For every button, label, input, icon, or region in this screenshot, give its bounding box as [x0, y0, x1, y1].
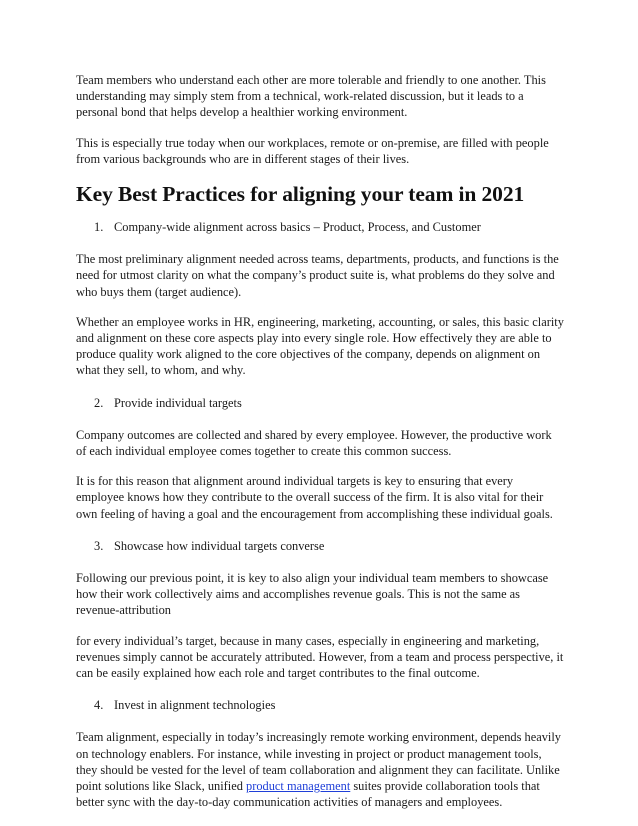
- section-1-paragraph-1: The most preliminary alignment needed across teams, departments, products, and functions is the need for utmost clarity on what the company’s product suite is, what problems do they solve and who buys them (target audience).: [76, 252, 559, 299]
- list-item-title: Company-wide alignment across basics – Product, Process, and Customer: [114, 220, 481, 235]
- section-2-paragraph-2: It is for this reason that alignment around individual targets is key to ensuring that every employee knows how they contribute to the overall success of the firm. It is also vital for their own feeling of having a goal and the encouragement from accomplishing these individual goals.: [76, 474, 553, 521]
- list-item-title: Invest in alignment technologies: [114, 698, 276, 713]
- intro-paragraph-1: Team members who understand each other are more tolerable and friendly to one another. This understanding may simply stem from a technical, work-related discussion, but it leads to a personal bond that helps develop a healthier working environment.: [76, 73, 546, 120]
- list-number: 1.: [94, 220, 104, 235]
- paragraph-text-after-link: suites provide collaboration tools that better sync with the day-to-day communication activities of managers and employees.: [76, 779, 540, 810]
- list-item-2: [76, 395, 564, 411]
- list-number: 3.: [94, 538, 104, 553]
- document-page: [76, 72, 564, 811]
- list-number: 2.: [94, 395, 104, 410]
- list-number: 4.: [94, 698, 104, 713]
- section-3-paragraph-1: Following our previous point, it is key to also align your individual team members to showcase how their work collectively aims and accomplishes revenue goals. This is not the same as revenue-attribution: [76, 571, 549, 618]
- list-item-3: [76, 538, 564, 554]
- product-management-link[interactable]: product management: [246, 779, 351, 794]
- section-heading: Key Best Practices for aligning your team in 2021: [76, 182, 525, 207]
- list-item-title: Provide individual targets: [114, 395, 242, 410]
- section-1-paragraph-2: Whether an employee works in HR, engineering, marketing, accounting, or sales, this basic clarity and alignment on these core aspects play into every single role. How effectively they are able to produce quality work aligned to the core objectives of the company, depends on alignment on what they sell, to whom, and why.: [76, 314, 564, 378]
- list-item-1: [76, 219, 564, 235]
- list-item-4: [76, 697, 564, 713]
- paragraph-text-before-link: Team alignment, especially in today’s increasingly remote working environment, depends heavily on technology enablers. For instance, while investing in project or product management tools, they should be vested for the level of team collaboration and alignment they can facilitate. Unlike point solutions like Slack, unified: [76, 730, 561, 794]
- section-4-paragraph: [76, 729, 564, 810]
- section-3-paragraph-2: for every individual’s target, because in many cases, especially in engineering and marketing, revenues simply cannot be accurately attributed. However, from a team and process perspective, it can be easily explained how each role and target contributes to the final outcome.: [76, 633, 564, 681]
- list-item-title: Showcase how individual targets converse: [114, 538, 325, 553]
- intro-paragraph-2: This is especially true today when our workplaces, remote or on-premise, are filled with people from various backgrounds who are in different stages of their lives.: [76, 135, 549, 166]
- section-2-paragraph-1: Company outcomes are collected and shared by every employee. However, the productive work of each individual employee comes together to create this common success.: [76, 427, 552, 459]
